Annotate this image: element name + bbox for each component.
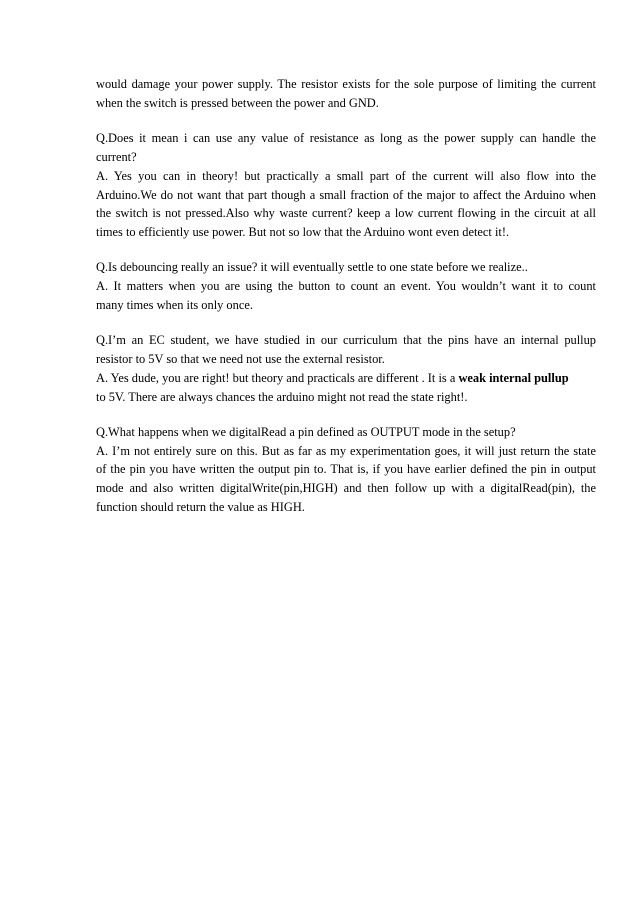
bold-term: weak internal pullup xyxy=(458,370,569,385)
answer-line: A. I’m not entirely sure on this. But as far as my experimentation goes, it will just return the state xyxy=(96,443,596,458)
answer-line: the switch is not pressed.Also why waste current? keep a low current flowing in the circuit at all xyxy=(96,206,596,221)
answer-line: A. Yes you can in theory! but practically a small part of the current will also flow into the xyxy=(96,168,596,183)
answer-text: A. Yes dude, you are right! but theory and practicals are different . It is a xyxy=(96,370,459,385)
question-line: current? xyxy=(96,149,137,164)
answer-line: mode and also written digitalWrite(pin,HIGH) and then follow up with a digitalRead(pin), the xyxy=(96,481,596,496)
question-line: Q.I’m an EC student, we have studied in our curriculum that the pins have an internal pullup xyxy=(96,332,596,347)
answer-line: Arduino.We do not want that part though a small fraction of the major to affect the Arduino when xyxy=(96,187,596,202)
document-body xyxy=(96,75,596,533)
intro-paragraph xyxy=(96,75,596,113)
answer-line: many times when its only once. xyxy=(96,298,253,313)
answer-line xyxy=(96,369,596,388)
answer-line: A. It matters when you are using the button to count an event. You wouldn’t want it to count xyxy=(96,279,596,294)
qa-digitalread-output xyxy=(96,423,596,518)
question-line: Q.What happens when we digitalRead a pin defined as OUTPUT mode in the setup? xyxy=(96,424,516,439)
answer-line: to 5V. There are always chances the arduino might not read the state right!. xyxy=(96,389,468,404)
qa-debouncing xyxy=(96,258,596,315)
answer-line: times to efficiently use power. But not so low that the Arduino wont even detect it!. xyxy=(96,225,510,240)
answer-line: function should return the value as HIGH. xyxy=(96,500,305,515)
text-line: when the switch is pressed between the power and GND. xyxy=(96,95,379,110)
question-line: Q.Does it mean i can use any value of resistance as long as the power supply can handle the xyxy=(96,130,596,145)
question-line: Q.Is debouncing really an issue? it will eventually settle to one state before we realize.. xyxy=(96,260,528,275)
text-line: would damage your power supply. The resistor exists for the sole purpose of limiting the current xyxy=(96,77,596,91)
qa-internal-pullup xyxy=(96,331,596,407)
answer-line: of the pin you have written the output pin to. That is, if you have earlier defined the pin in output xyxy=(96,462,596,477)
qa-resistance-value xyxy=(96,129,596,242)
question-line: resistor to 5V so that we need not use the external resistor. xyxy=(96,351,385,366)
